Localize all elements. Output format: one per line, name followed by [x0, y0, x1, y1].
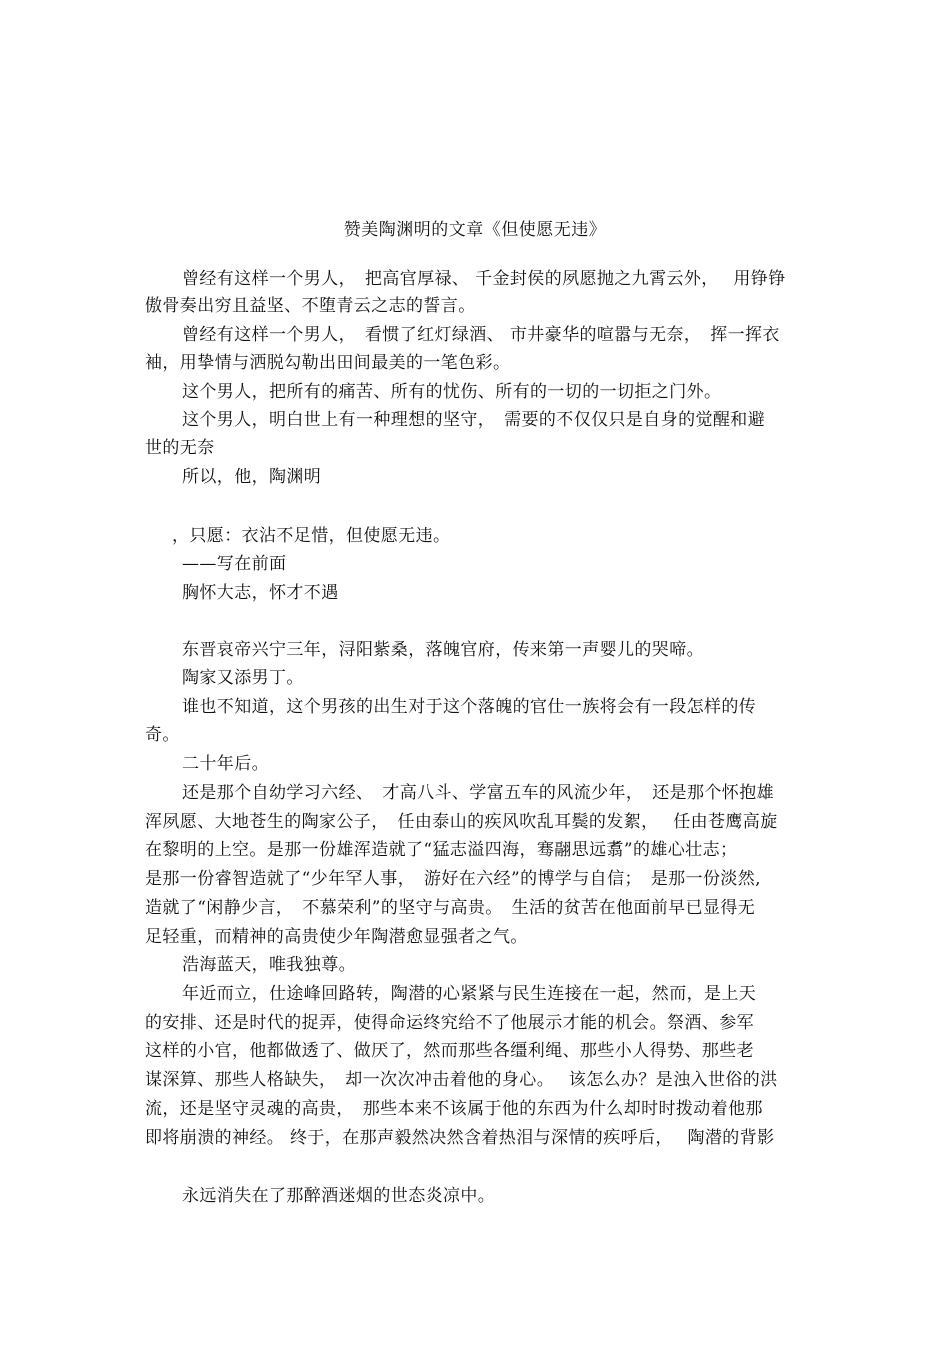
paragraph-line: 二十年后。	[182, 754, 269, 774]
paragraph-line: 浑夙愿、大地苍生的陶家公子， 任由泰山的疾风吹乱耳鬓的发絮， 任由苍鹰高旋	[145, 812, 778, 832]
paragraph-line: 的安排、还是时代的捉弄，使得命运终究给不了他展示才能的机会。祭酒、参军	[145, 1013, 754, 1033]
paragraph-line: ，只愿：衣沾不足惜，但使愿无违。	[172, 526, 451, 546]
paragraph-line: 还是那个自幼学习六经、 才高八斗、学富五车的风流少年， 还是那个怀抱雄	[182, 783, 774, 803]
paragraph-line: 袖，用挚情与洒脱勾勒出田间最美的一笔色彩。	[145, 353, 511, 373]
paragraph-line: 造就了“闲静少言， 不慕荣利”的坚守与高贵。 生活的贫苦在他面前早已显得无	[145, 898, 756, 918]
paragraph-line: 曾经有这样一个男人， 把高官厚禄、 千金封侯的夙愿抛之九霄云外， 用铮铮	[182, 269, 786, 289]
page-title: 赞美陶渊明的文章《但使愿无违》	[343, 220, 607, 240]
paragraph-line: 东晋哀帝兴宁三年，浔阳紫桑，落魄官府，传来第一声婴儿的哭啼。	[182, 640, 704, 660]
paragraph-line: 谋深算、那些人格缺失， 却一次次冲击着他的身心。 该怎么办？是浊入世俗的洪	[145, 1070, 778, 1090]
paragraph-line: 这个男人，明白世上有一种理想的坚守， 需要的不仅仅只是自身的觉醒和避	[182, 410, 766, 430]
paragraph-line: 所以，他，陶渊明	[182, 467, 322, 487]
paragraph-line: 奇。	[145, 725, 180, 745]
paragraph-line: 在黎明的上空。是那一份雄浑造就了“猛志溢四海，骞翮思远翥”的雄心壮志；	[145, 840, 738, 860]
paragraph-line: 永远消失在了那醉酒迷烟的世态炎凉中。	[182, 1186, 496, 1206]
paragraph-line: 陶家又添男丁。	[182, 668, 304, 688]
paragraph-line: 曾经有这样一个男人， 看惯了红灯绿酒、 市井豪华的喧嚣与无奈， 挥一挥衣	[182, 325, 780, 345]
section-heading: 胸怀大志，怀才不遇	[182, 583, 339, 603]
paragraph-line: 浩海蓝天，唯我独尊。	[182, 955, 356, 975]
paragraph-line: 这个男人，把所有的痛苦、所有的忧伤、所有的一切的一切拒之门外。	[182, 382, 722, 402]
paragraph-line: 流，还是坚守灵魂的高贵， 那些本来不该属于他的东西为什么却时时拨动着他那	[145, 1099, 763, 1119]
paragraph-line: 足轻重，而精神的高贵使少年陶潜愈显强者之气。	[145, 927, 528, 947]
paragraph-line: ——写在前面	[182, 554, 287, 574]
paragraph-line: 是那一份睿智造就了“少年罕人事， 游好在六经”的博学与自信； 是那一份淡然,	[145, 869, 761, 889]
paragraph-line: 这样的小官，他都做透了、做厌了，然而那些各缰利绳、那些小人得势、那些老	[145, 1041, 754, 1061]
paragraph-line: 傲骨奏出穷且益坚、不堕青云之志的誓言。	[145, 296, 476, 316]
paragraph-line: 即将崩溃的神经。 终于，在那声毅然决然含着热泪与深情的疾呼后， 陶潜的背影	[145, 1128, 775, 1148]
paragraph-line: 年近而立，仕途峰回路转，陶潜的心紧紧与民生连接在一起，然而，是上天	[182, 984, 757, 1004]
paragraph-line: 谁也不知道，这个男孩的出生对于这个落魄的官仕一族将会有一段怎样的传	[182, 697, 757, 717]
paragraph-line: 世的无奈	[145, 438, 215, 458]
